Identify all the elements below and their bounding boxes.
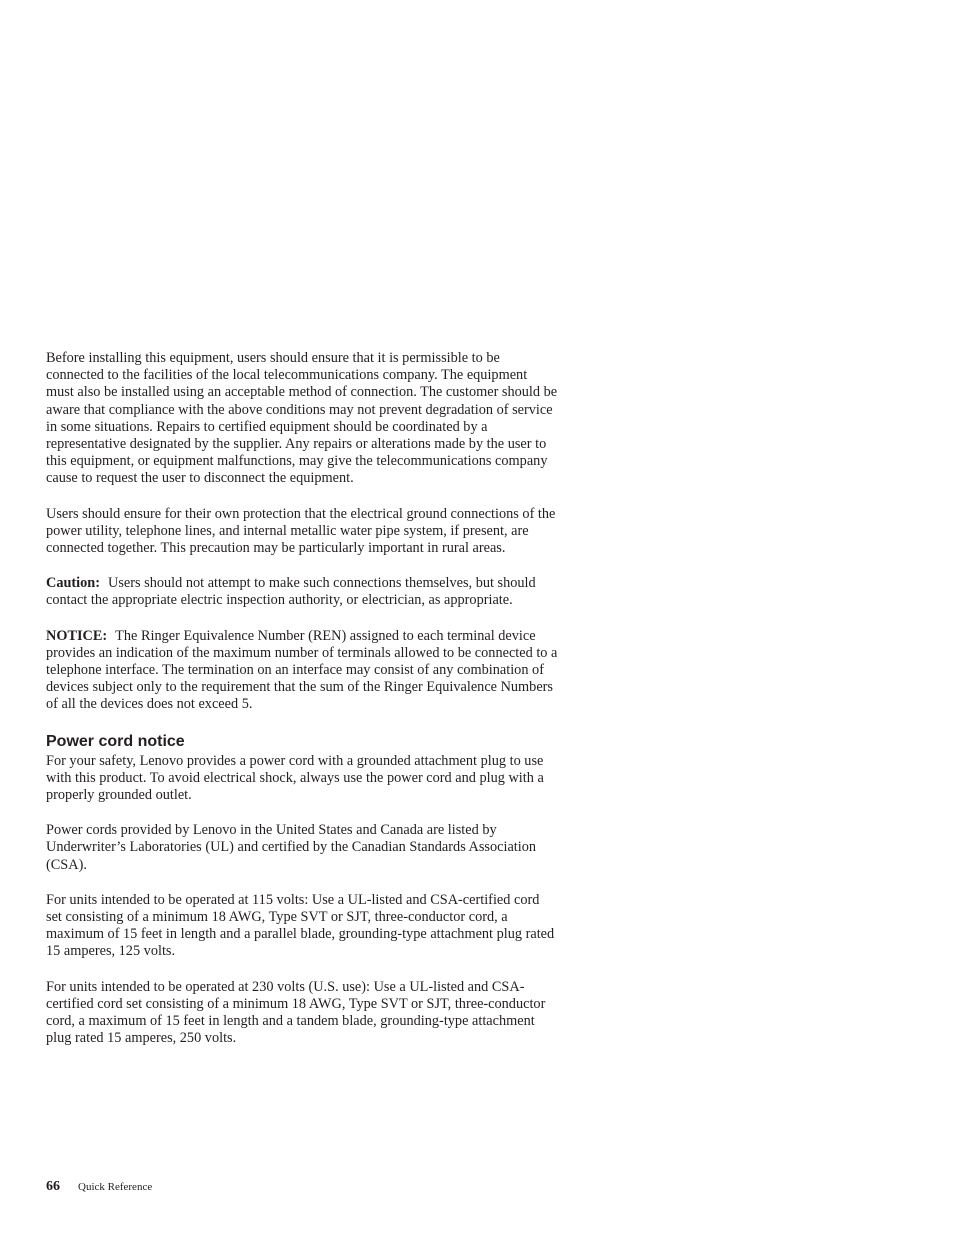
- section-heading-power-cord: Power cord notice: [46, 732, 185, 750]
- paragraph-power-cord-ul-csa: Power cords provided by Lenovo in the United States and Canada are listed by Underwriter’s Laboratories (UL) and certified by the Canadian Standards Association (CSA).: [46, 822, 537, 873]
- paragraph-power-cord-115v: For units intended to be operated at 115 volts: Use a UL-listed and CSA-certified cord set consisting of a minimum 18 AWG, Type SVT or SJT, three-conductor cord, a maximum of 15 feet in length and a parallel blade, grounding-type attachment plug rated 15 amperes, 125 volts.: [46, 891, 555, 960]
- footer-title: Quick Reference: [78, 1181, 153, 1193]
- caution-label: Caution:: [46, 575, 101, 592]
- page-footer: [46, 1179, 152, 1195]
- paragraph-caution: [46, 575, 558, 609]
- paragraph-power-cord-safety: For your safety, Lenovo provides a power cord with a grounded attachment plug to use with this product. To avoid electrical shock, always use the power cord and plug with a properly grounded outlet.: [46, 752, 544, 804]
- page-number: 66: [46, 1179, 60, 1194]
- page-content: [46, 350, 558, 1066]
- caution-text: Users should not attempt to make such connections themselves, but should contact the appropriate electric inspection authority, or electrician, as appropriate.: [46, 575, 536, 609]
- paragraph-installation: Before installing this equipment, users should ensure that it is permissible to be connected to the facilities of the local telecommunications company. The equipment must also be installed using an acceptable method of connection. The customer should be aware that compliance with the above conditions may not prevent degradation of service in some situations. Repairs to certified equipment should be coordinated by a representative designated by the supplier. Any repairs or alterations made by the user to this equipment, or equipment malfunctions, may give the telecommunications company cause to request the user to disconnect the equipment.: [46, 350, 558, 487]
- paragraph-grounding: Users should ensure for their own protection that the electrical ground connections of the power utility, telephone lines, and internal metallic water pipe system, if present, are connected together. This precaution may be particularly important in rural areas.: [46, 505, 556, 557]
- paragraph-power-cord-230v: For units intended to be operated at 230 volts (U.S. use): Use a UL-listed and CSA-certified cord set consisting of a minimum 18 AWG, Type SVT or SJT, three-conductor cord, a maximum of 15 feet in length and a tandem blade, grounding-type attachment plug rated 15 amperes, 250 volts.: [46, 978, 546, 1047]
- paragraph-notice: [46, 628, 558, 714]
- notice-text: The Ringer Equivalence Number (REN) assigned to each terminal device provides an indication of the maximum number of terminals allowed to be connected to a telephone interface. The termination on an interface may consist of any combination of devices subject only to the requirement that the sum of the Ringer Equivalence Numbers of all the devices does not exceed 5.: [46, 627, 558, 713]
- notice-label: NOTICE:: [46, 627, 108, 644]
